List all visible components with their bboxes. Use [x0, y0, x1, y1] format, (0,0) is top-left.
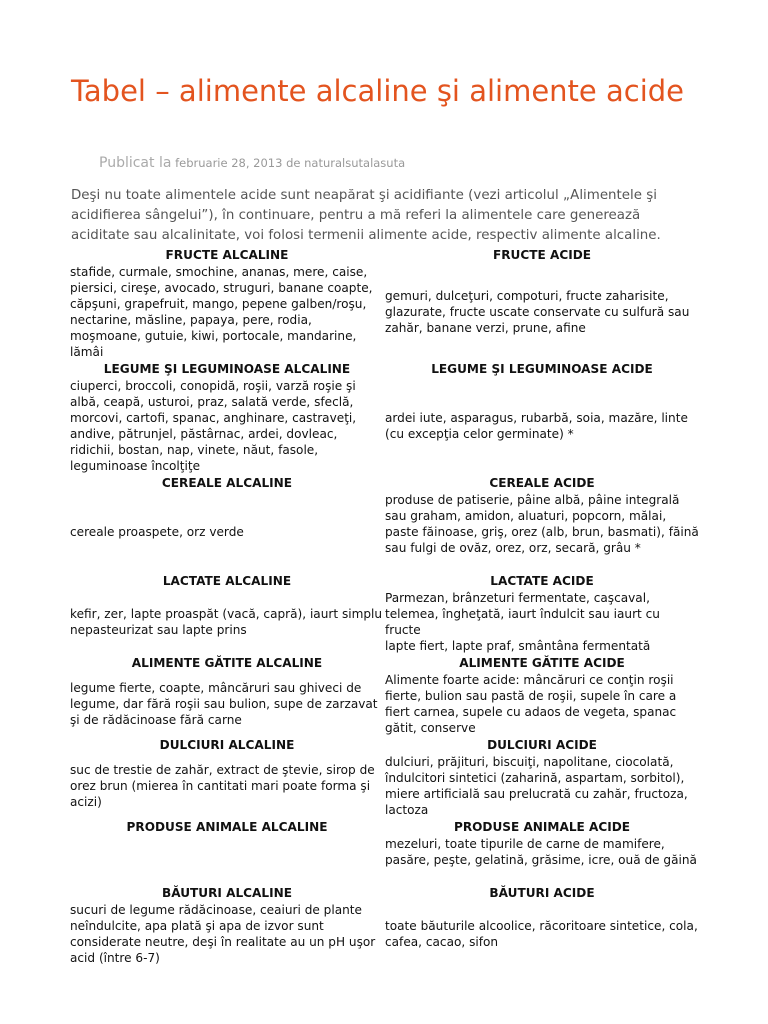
table-row: [70, 246, 699, 264]
right-section-body: Alimente foarte acide: mâncăruri ce conţin roşii fierte, bulion sau pastă de roşii, supele în care a fiert carnea, supele cu adaos de vegeta, spanac gătit, conserve: [385, 673, 677, 735]
right-section-body: produse de patiserie, pâine albă, pâine integrală sau graham, amidon, aluaturi, popcorn, mălai, paste făinoase, griş, orez (alb, brun, basmati), făină sau fulgi de ovăz, orez, orz, secară, grâu *: [385, 493, 699, 555]
table-row: [70, 818, 699, 836]
table-row: [70, 754, 699, 818]
author-link[interactable]: naturalsutalasuta: [304, 156, 406, 170]
table-row: [70, 590, 699, 654]
by-label: de: [286, 156, 301, 170]
table-row: [70, 836, 699, 884]
left-section-header: LEGUME ŞI LEGUMINOASE ALCALINE: [103, 362, 351, 376]
left-section-header: FRUCTE ALCALINE: [165, 248, 289, 262]
right-section-header: LACTATE ACIDE: [490, 574, 594, 588]
table-row: [70, 492, 699, 572]
left-section-body: ciuperci, broccoli, conopidă, roşii, varză roşie şi albă, ceapă, usturoi, praz, salată verde, sfeclă, morcovi, cartofi, spanac, anghinare, castraveţi, andive, pătrunjel, păstârnac, ardei, dovleac, ridichii, bostan, nap, vinete, năut, fasole, leguminoase încolţiţe: [70, 379, 357, 473]
published-label: Publicat la: [99, 155, 172, 171]
table-row: [70, 378, 699, 474]
left-section-body: legume fierte, coapte, mâncăruri sau ghiveci de legume, dar fără roşii sau bulion, supe de zarzavat şi de rădăcinoase fără carne: [70, 681, 378, 727]
right-section-header: DULCIURI ACIDE: [487, 738, 597, 752]
left-section-body: cereale proaspete, orz verde: [70, 525, 244, 539]
left-section-body: kefir, zer, lapte proaspăt (vacă, capră), iaurt simplu nepasteurizat sau lapte prins: [70, 607, 383, 637]
left-section-header: BĂUTURI ALCALINE: [161, 886, 292, 900]
right-section-header: PRODUSE ANIMALE ACIDE: [453, 820, 631, 834]
right-section-header: LEGUME ŞI LEGUMINOASE ACIDE: [431, 362, 653, 376]
left-section-body: suc de trestie de zahăr, extract de ştevie, sirop de orez brun (mierea în cantitati mari poate forma şi acizi): [70, 763, 375, 809]
food-table: [70, 246, 699, 966]
table-row: [70, 884, 699, 902]
table-row: [70, 736, 699, 754]
right-section-body: mezeluri, toate tipurile de carne de mamifere, pasăre, peşte, gelatină, grăsime, icre, ouă de găină: [385, 837, 697, 867]
right-section-header: FRUCTE ACIDE: [492, 248, 592, 262]
right-section-header: BĂUTURI ACIDE: [489, 886, 595, 900]
table-row: [70, 902, 699, 966]
right-section-body: Parmezan, brânzeturi fermentate, caşcaval, telemea, îngheţată, iaurt îndulcit sau iaurt cu fructe lapte fiert, lapte praf, smântâna fermentată: [385, 591, 660, 653]
table-row: [70, 474, 699, 492]
table-row: [70, 572, 699, 590]
right-section-body: dulciuri, prăjituri, biscuiţi, napolitane, ciocolată, îndulcitori sintetici (zaharină, aspartam, sorbitol), miere artificială sau prelucrată cu zahăr, fructoza, lactoza: [385, 755, 688, 817]
left-section-header: DULCIURI ALCALINE: [159, 738, 295, 752]
table-row: [70, 360, 699, 378]
left-section-body: sucuri de legume rădăcinoase, ceaiuri de plante neîndulcite, apa plată şi apa de izvor sunt considerate neutre, deşi în realitate au un pH uşor acid (între 6-7): [70, 903, 376, 965]
left-section-header: LACTATE ALCALINE: [162, 574, 292, 588]
right-section-header: ALIMENTE GĂTITE ACIDE: [459, 656, 625, 670]
right-section-body: gemuri, dulceţuri, compoturi, fructe zaharisite, glazurate, fructe uscate conservate cu sulfură sau zahăr, banane verzi, prune, afine: [385, 289, 690, 335]
left-section-header: PRODUSE ANIMALE ALCALINE: [126, 820, 328, 834]
article-title: Tabel – alimente alcaline şi alimente acide: [71, 74, 685, 108]
table-row: [70, 672, 699, 736]
post-meta: [99, 155, 405, 171]
intro-paragraph: Deşi nu toate alimentele acide sunt neapărat şi acidifiante (vezi articolul „Alimentele şi acidifierea sângelui”), în continuare, pentru a mă referi la alimentele care generează aciditate sau alcalinitate, voi folosi termenii alimente acide, respectiv alimente alcaline.: [71, 188, 661, 243]
left-section-body: stafide, curmale, smochine, ananas, mere, caise, piersici, cireşe, avocado, struguri, banane coapte, căpşuni, grapefruit, mango, pepene galben/roşu, nectarine, măsline, papaya, pere, rodia, moşmoane, gutuie, kiwi, portocale, mandarine, lămâi: [70, 265, 373, 359]
right-section-body: toate băuturile alcoolice, răcoritoare sintetice, cola, cafea, cacao, sifon: [385, 919, 698, 949]
right-section-header: CEREALE ACIDE: [489, 476, 595, 490]
left-section-header: ALIMENTE GĂTITE ALCALINE: [131, 656, 323, 670]
post-date-link[interactable]: februarie 28, 2013: [175, 156, 283, 170]
left-section-header: CEREALE ALCALINE: [161, 476, 293, 490]
right-section-body: ardei iute, asparagus, rubarbă, soia, mazăre, linte (cu excepţia celor germinate) *: [385, 411, 688, 441]
table-row: [70, 264, 699, 360]
table-row: [70, 654, 699, 672]
